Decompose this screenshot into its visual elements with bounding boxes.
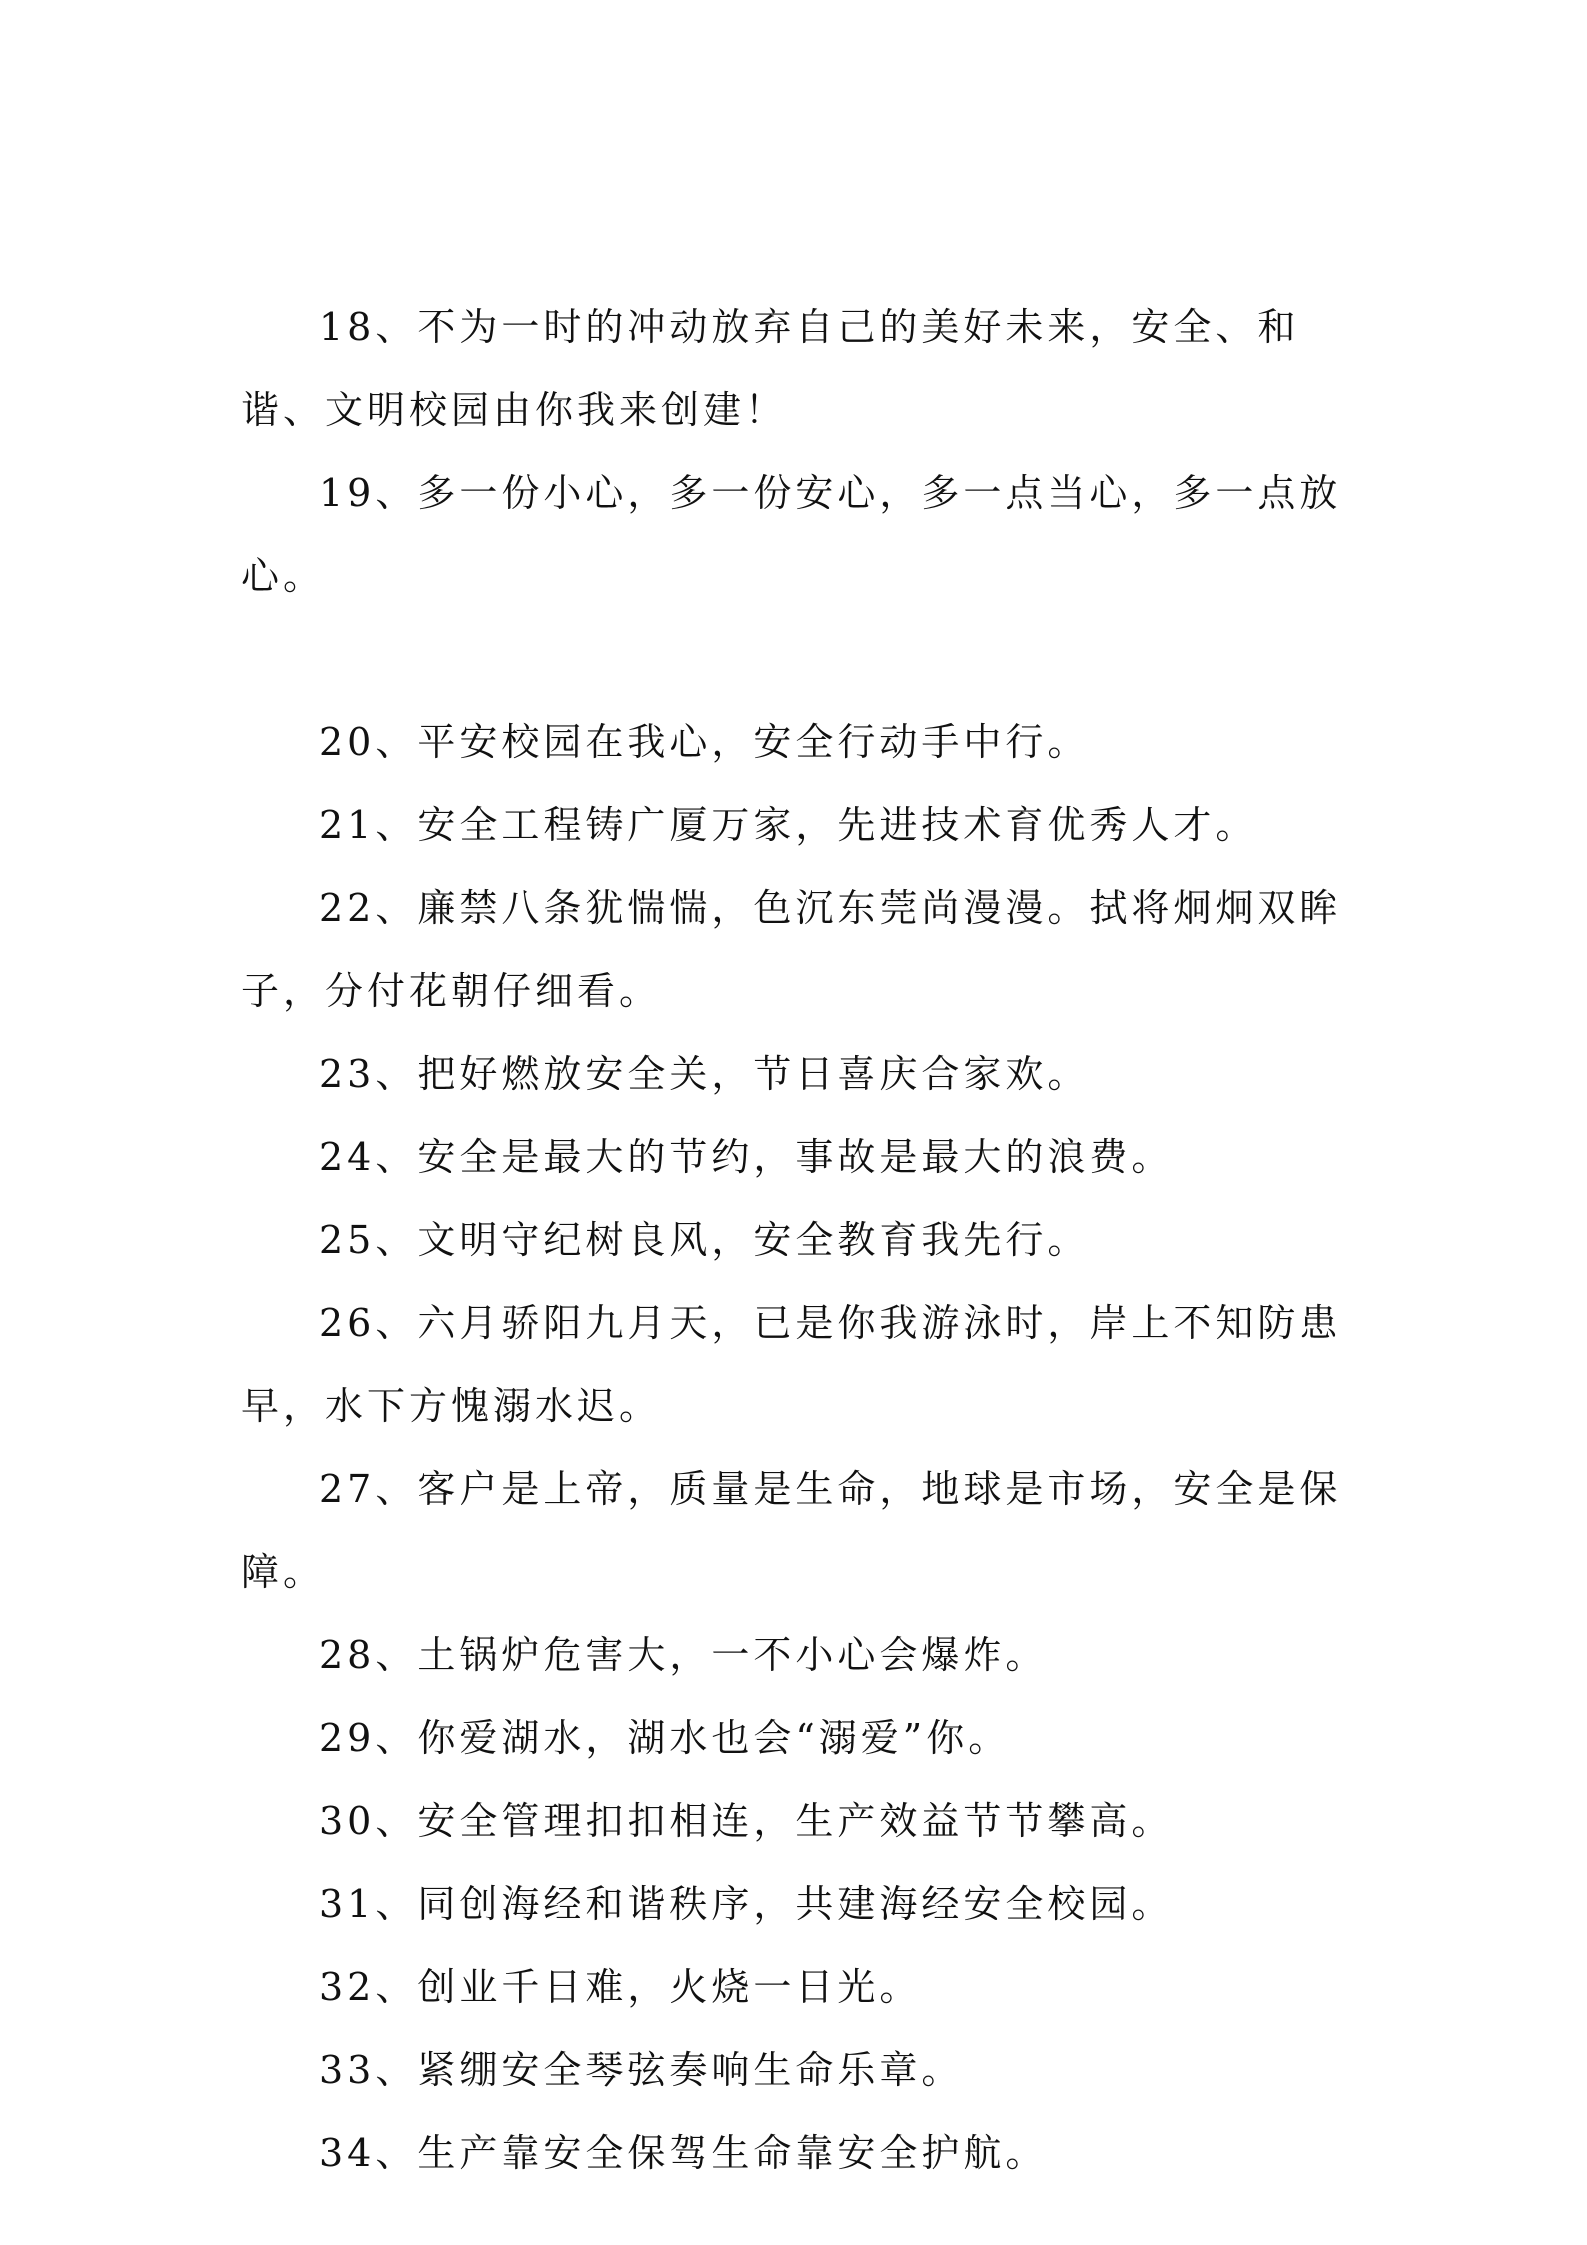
- document-body: [241, 286, 1351, 2195]
- slogan-paragraph-18: 18、不为一时的冲动放弃自己的美好未来，安全、和谐、文明校园由你我来创建！: [241, 305, 1300, 432]
- slogan-paragraph-30: 30、安全管理扣扣相连，生产效益节节攀高。: [319, 1799, 1174, 1843]
- slogan-paragraph-31: 31、同创海经和谐秩序，共建海经安全校园。: [319, 1882, 1174, 1926]
- slogan-paragraph-26: 26、六月骄阳九月天，已是你我游泳时，岸上不知防患早，水下方愧溺水迟。: [241, 1301, 1342, 1428]
- slogan-paragraph-32: 32、创业千日难，火烧一日光。: [319, 1965, 922, 2009]
- slogan-paragraph-25: 25、文明守纪树良风，安全教育我先行。: [319, 1218, 1090, 1262]
- slogan-paragraph-22: 22、廉禁八条犹惴惴，色沉东莞尚漫漫。拭将炯炯双眸子，分付花朝仔细看。: [241, 886, 1342, 1013]
- slogan-paragraph-23: 23、把好燃放安全关，节日喜庆合家欢。: [319, 1052, 1090, 1096]
- slogan-paragraph-24: 24、安全是最大的节约，事故是最大的浪费。: [319, 1135, 1174, 1179]
- slogan-paragraph-33: 33、紧绷安全琴弦奏响生命乐章。: [319, 2048, 964, 2092]
- slogan-paragraph-19: 19、多一份小心，多一份安心，多一点当心，多一点放心。: [241, 471, 1342, 598]
- slogan-paragraph-21: 21、安全工程铸广厦万家，先进技术育优秀人才。: [319, 803, 1258, 847]
- slogan-paragraph-20: 20、平安校园在我心，安全行动手中行。: [319, 720, 1090, 764]
- slogan-paragraph-34: 34、生产靠安全保驾生命靠安全护航。: [319, 2131, 1048, 2175]
- slogan-paragraph-29: 29、你爱湖水，湖水也会“溺爱”你。: [319, 1716, 1011, 1760]
- slogan-paragraph-28: 28、土锅炉危害大，一不小心会爆炸。: [319, 1633, 1048, 1677]
- slogan-paragraph-27: 27、客户是上帝，质量是生命，地球是市场，安全是保障。: [241, 1467, 1342, 1594]
